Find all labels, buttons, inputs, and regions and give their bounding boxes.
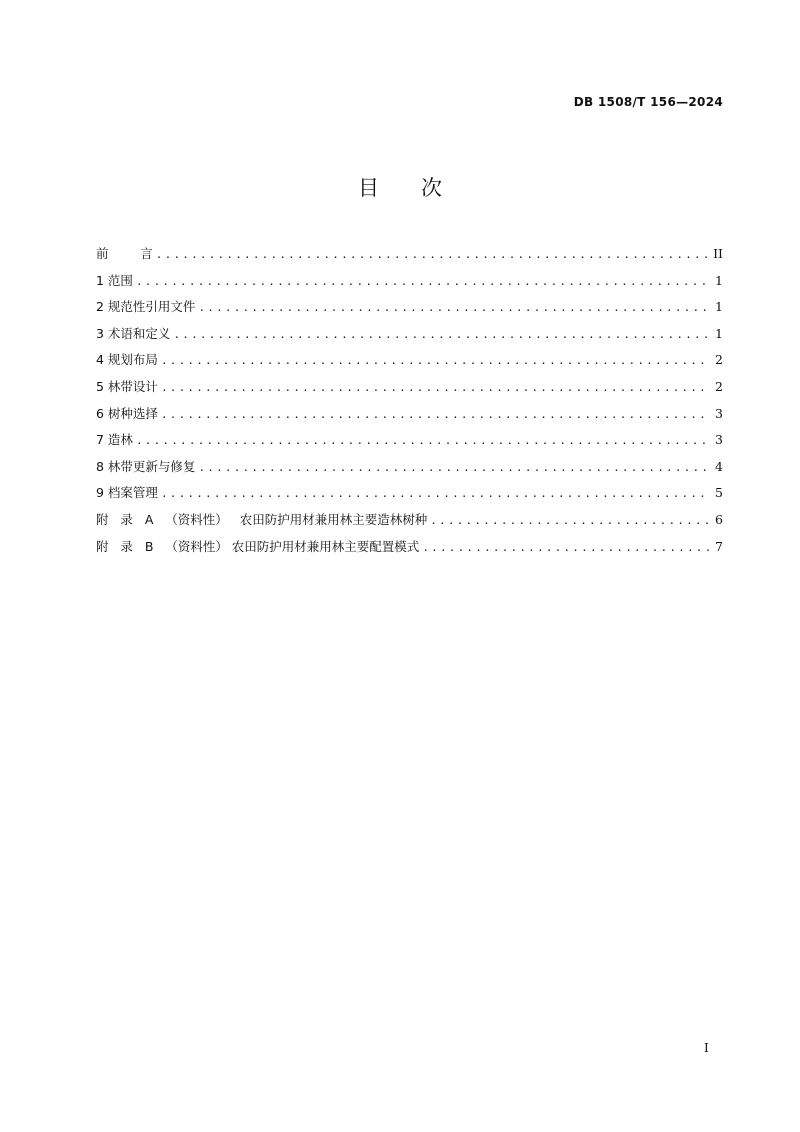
toc-entry-label: 9 档案管理 <box>96 485 158 501</box>
toc-entry-afforestation[interactable] <box>96 430 723 457</box>
toc-entry-label: 附 录 A （资料性） 农田防护用材兼用林主要造林树种 <box>96 511 428 527</box>
toc-entry-label: 附 录 B （资料性） 农田防护用材兼用林主要配置模式 <box>96 538 420 554</box>
toc-entry-page: 2 <box>715 352 723 368</box>
toc-entry-page: 1 <box>715 272 723 288</box>
toc-entry-renewal-restoration[interactable] <box>96 457 723 484</box>
toc-entry-label: 5 林带设计 <box>96 378 158 394</box>
toc-entry-page: 3 <box>715 405 723 421</box>
toc-entry-label: 3 术语和定义 <box>96 325 171 341</box>
toc-entry-label: 6 树种选择 <box>96 405 158 421</box>
toc-entry-foreword[interactable] <box>96 244 723 271</box>
toc-entry-page: 3 <box>715 432 723 448</box>
page-title <box>0 172 800 202</box>
toc-leader-dots <box>198 461 709 474</box>
toc-leader-dots <box>156 248 709 261</box>
toc-entry-page: 4 <box>715 458 723 474</box>
toc-entry-species-selection[interactable] <box>96 404 723 431</box>
toc-leader-dots <box>161 354 709 367</box>
toc-entry-page: 7 <box>715 538 723 554</box>
toc-entry-appendix-b[interactable] <box>96 537 723 564</box>
document-code: DB 1508/T 156—2024 <box>573 95 723 109</box>
toc-entry-page: 2 <box>715 378 723 394</box>
toc-entry-label: 1 范围 <box>96 272 133 288</box>
page-number: I <box>704 1041 709 1055</box>
toc-leader-dots <box>136 275 709 288</box>
page-title-char-2: 次 <box>421 176 442 200</box>
toc-entry-label: 8 林带更新与修复 <box>96 458 196 474</box>
toc-entry-page: 1 <box>715 299 723 315</box>
toc-entry-label: 2 规范性引用文件 <box>96 299 196 315</box>
toc-entry-normative-references[interactable] <box>96 297 723 324</box>
toc-entry-scope[interactable] <box>96 271 723 298</box>
toc-leader-dots <box>198 301 709 314</box>
toc-leader-dots <box>422 541 709 554</box>
toc-entry-page: 1 <box>715 325 723 341</box>
page-title-char-1: 目 <box>358 176 379 200</box>
toc-entry-label: 4 规划布局 <box>96 352 158 368</box>
toc-entry-label: 7 造林 <box>96 432 133 448</box>
toc-entry-appendix-a[interactable] <box>96 510 723 537</box>
toc-entry-planning-layout[interactable] <box>96 350 723 377</box>
toc-leader-dots <box>161 487 709 500</box>
toc-leader-dots <box>173 328 709 341</box>
toc-leader-dots <box>136 434 709 447</box>
toc-leader-dots <box>161 381 709 394</box>
table-of-contents <box>96 244 723 563</box>
toc-entry-archive-management[interactable] <box>96 483 723 510</box>
toc-entry-label: 前 言 <box>96 246 153 261</box>
toc-leader-dots <box>430 514 709 527</box>
toc-entry-terms-definitions[interactable] <box>96 324 723 351</box>
toc-leader-dots <box>161 408 709 421</box>
toc-entry-forest-belt-design[interactable] <box>96 377 723 404</box>
toc-entry-page: 6 <box>715 511 723 527</box>
toc-entry-page: 5 <box>715 485 723 501</box>
toc-entry-page: II <box>713 246 723 261</box>
